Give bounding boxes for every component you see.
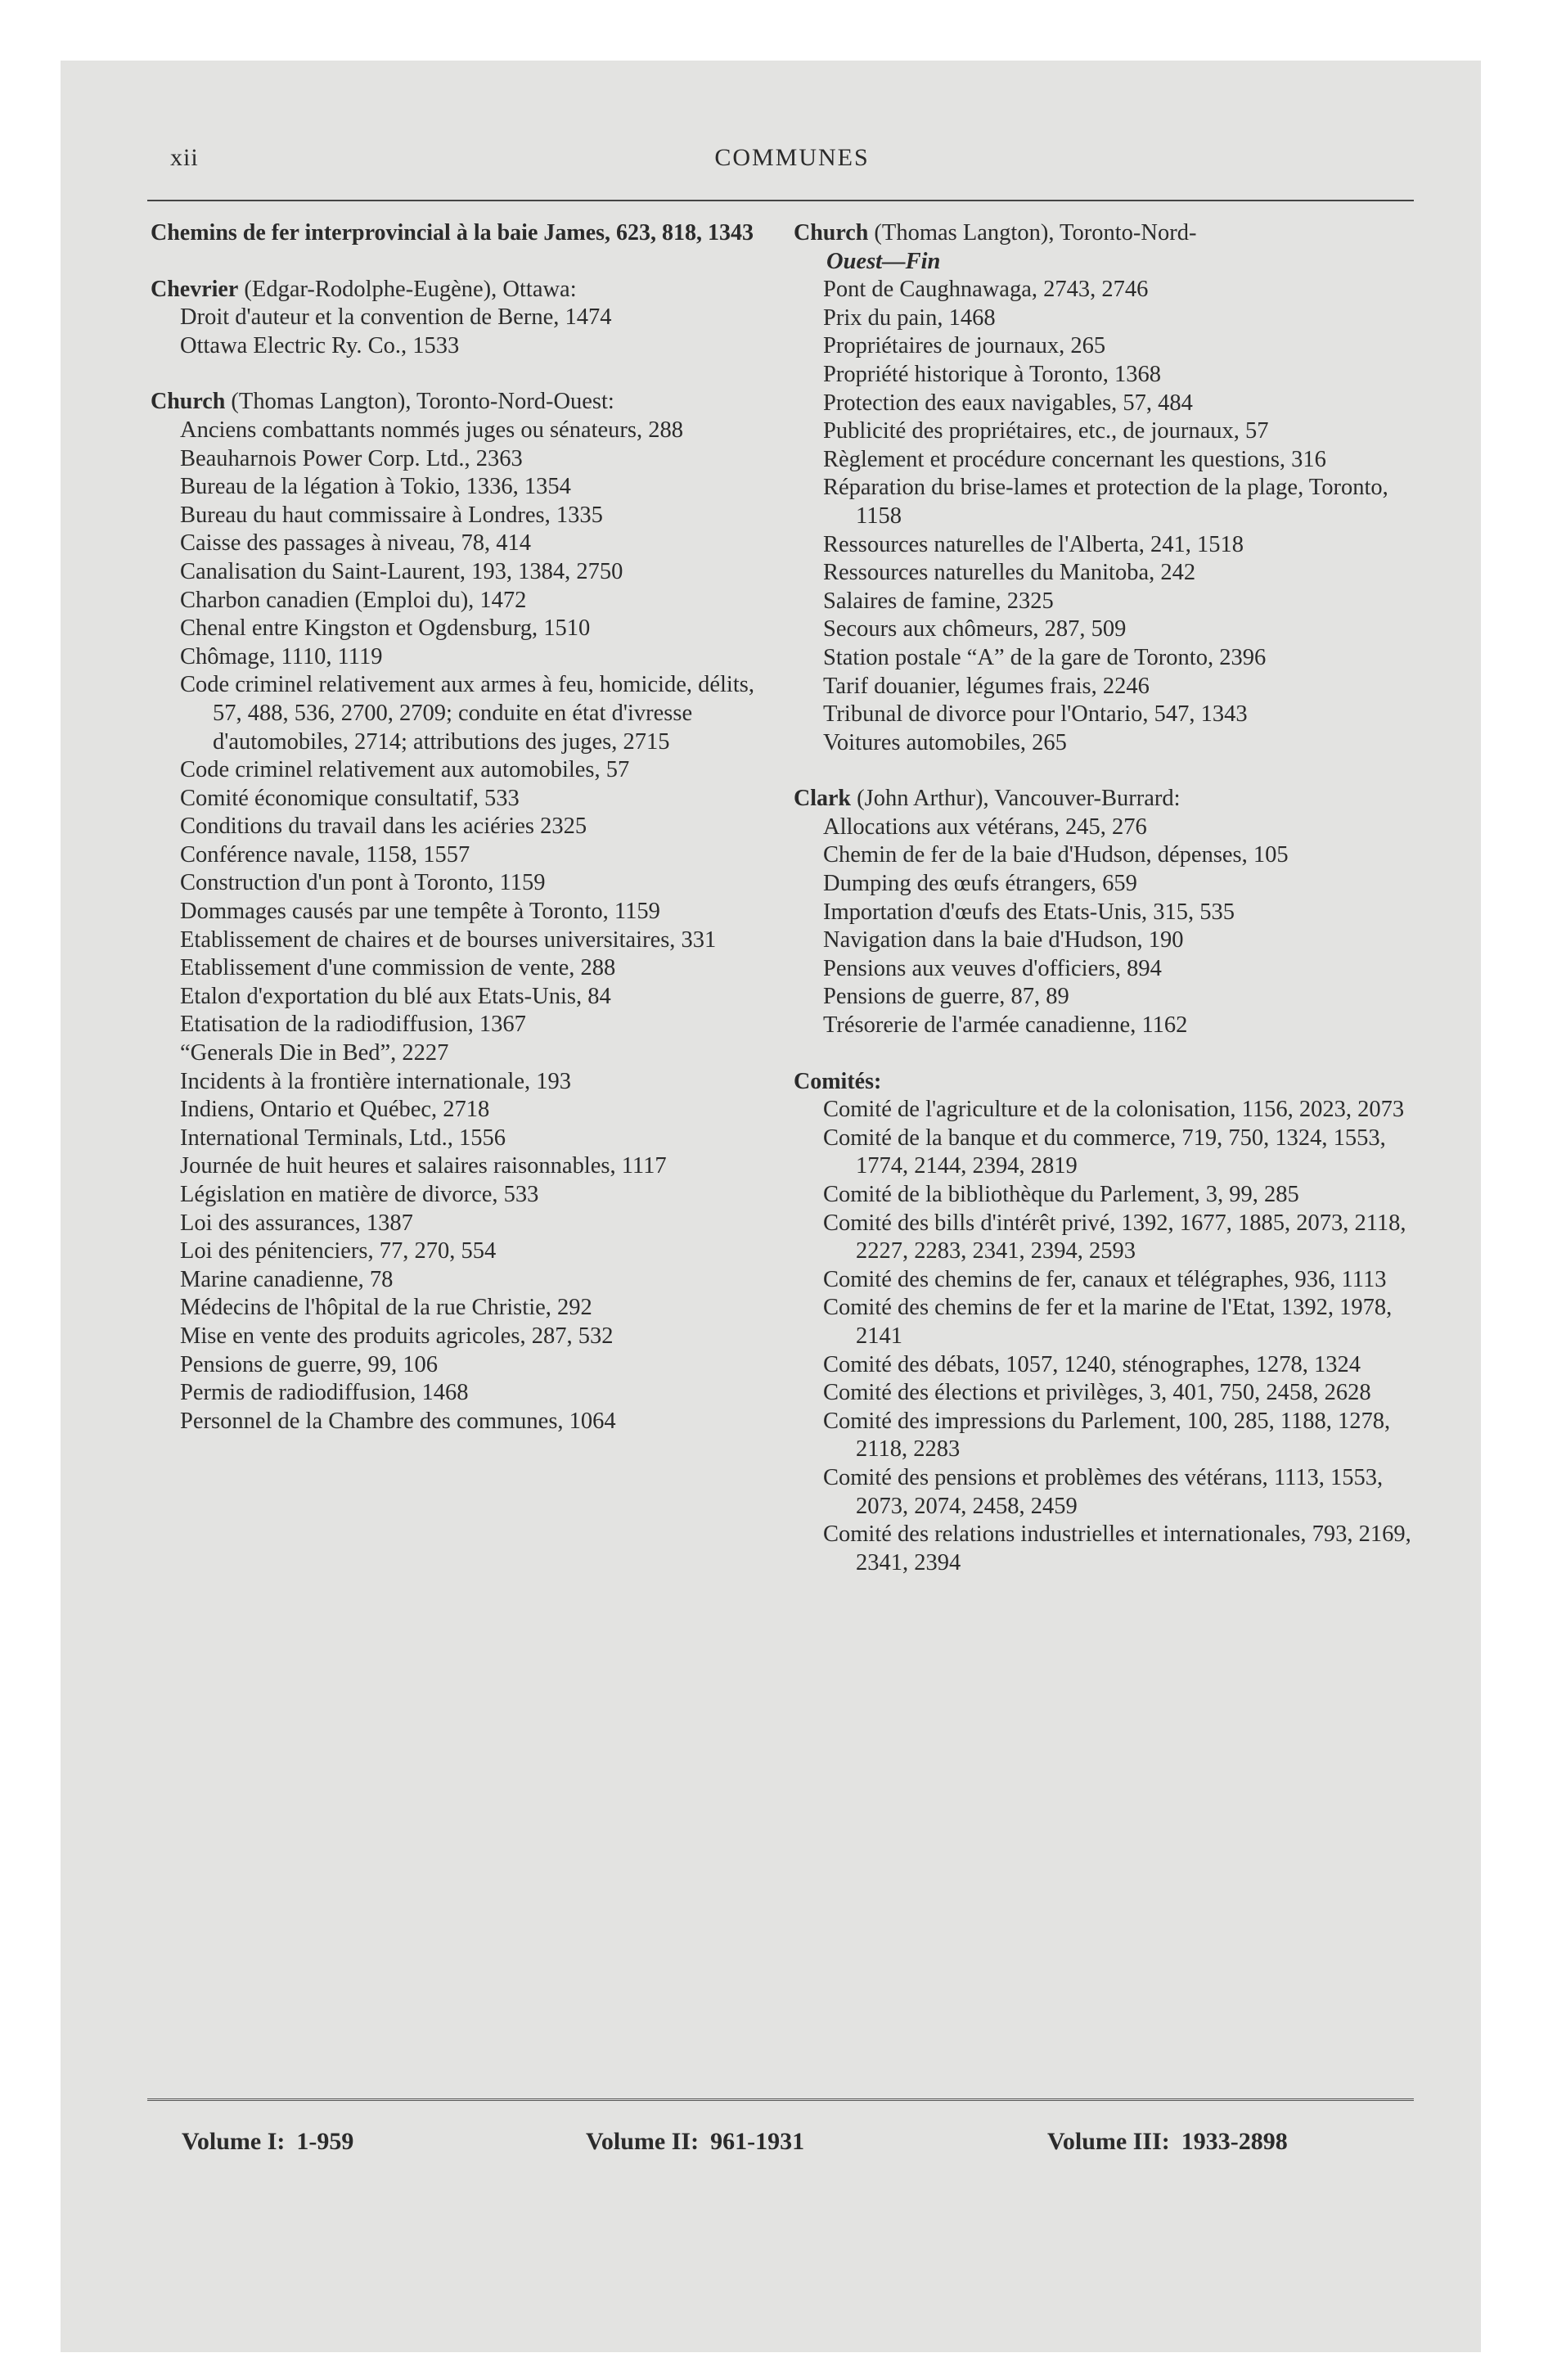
entry-suffix: (Thomas Langton), Toronto-Nord- xyxy=(868,220,1197,246)
entry-subitem: Comité des pensions et problèmes des vétérans, 1113, 1553, 2073, 2074, 2458, 2459 xyxy=(823,1464,1384,1519)
entry-subitem: Tarif douanier, légumes frais, 2246 xyxy=(823,673,1150,699)
entry-subitem: Comité des bills d'intérêt privé, 1392, 1677, 1885, 2073, 2118, 2227, 2283, 2341, 2394, 2593 xyxy=(823,1210,1406,1264)
header-rule xyxy=(147,200,1414,201)
entry-suffix: (John Arthur), Vancouver-Burrard: xyxy=(851,786,1181,812)
entry-subitem: Dumping des œufs étrangers, 659 xyxy=(823,871,1137,897)
entry-suffix: (Edgar-Rodolphe-Eugène), Ottawa: xyxy=(238,276,577,302)
entry-subitem: Réparation du brise-lames et protection de la plage, Toronto, 1158 xyxy=(823,475,1388,529)
entry-subitem: Etablissement de chaires et de bourses universitaires, 331 xyxy=(180,926,717,953)
index-entry xyxy=(794,219,1415,757)
entry-subitem: Pensions de guerre, 99, 106 xyxy=(180,1351,439,1377)
entry-subitem: Etablissement d'une commission de vente, 288 xyxy=(180,955,616,981)
entry-heading xyxy=(794,785,1415,814)
entry-subitem: Salaires de famine, 2325 xyxy=(823,588,1054,614)
left-column xyxy=(151,219,772,1463)
entry-subitem: Comité des élections et privilèges, 3, 401, 750, 2458, 2628 xyxy=(823,1380,1371,1406)
entry-subitem: Législation en matière de divorce, 533 xyxy=(180,1182,539,1207)
index-entry xyxy=(151,388,772,1436)
entry-subitem: Indiens, Ontario et Québec, 2718 xyxy=(180,1097,490,1123)
entry-subitem: Voitures automobiles, 265 xyxy=(823,729,1067,755)
entry-subitem: Comité des impressions du Parlement, 100, 285, 1188, 1278, 2118, 2283 xyxy=(823,1408,1391,1463)
entry-subitem: Charbon canadien (Emploi du), 1472 xyxy=(180,587,527,613)
entry-subitem: Comité de la banque et du commerce, 719, 750, 1324, 1553, 1774, 2144, 2394, 2819 xyxy=(823,1125,1386,1179)
entry-subitem: Comité des chemins de fer, canaux et télégraphes, 936, 1113 xyxy=(823,1266,1387,1292)
entry-subitem: Pensions aux veuves d'officiers, 894 xyxy=(823,955,1162,981)
entry-subitem: Bureau du haut commissaire à Londres, 1335 xyxy=(180,502,603,528)
entry-subitem: Ottawa Electric Ry. Co., 1533 xyxy=(180,332,460,358)
entry-subitem: Comité économique consultatif, 533 xyxy=(180,785,520,811)
entry-subitem: Droit d'auteur et la convention de Berne, 1474 xyxy=(180,304,612,331)
page-header xyxy=(170,144,1414,177)
entry-subitem: Chenal entre Kingston et Ogdensburg, 1510 xyxy=(180,615,591,642)
entry-subitem: Pont de Caughnawaga, 2743, 2746 xyxy=(823,277,1149,303)
entry-heading xyxy=(794,1068,1415,1097)
entry-subitem: Propriétaires de journaux, 265 xyxy=(823,333,1106,359)
entry-subitem: Personnel de la Chambre des communes, 1064 xyxy=(180,1408,616,1434)
entry-subitem: Comité de la bibliothèque du Parlement, 3, 99, 285 xyxy=(823,1182,1299,1207)
index-entry xyxy=(151,276,772,361)
entry-name: Chevrier xyxy=(151,276,239,302)
entry-heading xyxy=(151,276,772,304)
entry-name: Comités: xyxy=(794,1068,882,1094)
entry-subitem: Ressources naturelles du Manitoba, 242 xyxy=(823,560,1196,586)
index-entry xyxy=(151,219,772,248)
page-number: xii xyxy=(170,144,199,171)
entry-name: Clark xyxy=(794,786,851,812)
entry-subitem: Conférence navale, 1158, 1557 xyxy=(180,841,470,868)
entry-subitem: Journée de huit heures et salaires raisonnables, 1117 xyxy=(180,1153,667,1179)
entry-subitem: Code criminel relativement aux armes à feu, homicide, délits, 57, 488, 536, 2700, 2709; conduite en état d'ivresse d'automobiles, 2714; attributions des juges, 2715 xyxy=(180,672,754,755)
entry-subitem: Permis de radiodiffusion, 1468 xyxy=(180,1380,469,1406)
entry-subitem: Code criminel relativement aux automobiles, 57 xyxy=(180,757,630,783)
entry-subitem: Médecins de l'hôpital de la rue Christie, 292 xyxy=(180,1295,592,1321)
volume-range: Volume II: 961-1931 xyxy=(586,2128,805,2155)
entry-suffix: (Thomas Langton), Toronto-Nord-Ouest: xyxy=(225,389,614,415)
index-entry xyxy=(794,1068,1415,1578)
entry-subitem: Allocations aux vétérans, 245, 276 xyxy=(823,814,1147,840)
entry-subitem: Anciens combattants nommés juges ou sénateurs, 288 xyxy=(180,417,684,443)
entry-subitem: Incidents à la frontière internationale, 193 xyxy=(180,1068,571,1094)
entry-subitem: Publicité des propriétaires, etc., de journaux, 57 xyxy=(823,418,1269,444)
entry-subitem: Tribunal de divorce pour l'Ontario, 547, 1343 xyxy=(823,701,1248,728)
index-entry xyxy=(794,785,1415,1039)
entry-subitem: Ressources naturelles de l'Alberta, 241, 1518 xyxy=(823,531,1244,557)
entry-name: Church xyxy=(794,220,869,246)
entry-subitem: “Generals Die in Bed”, 2227 xyxy=(180,1040,449,1066)
entry-subitem: Loi des pénitenciers, 77, 270, 554 xyxy=(180,1238,497,1264)
entry-subitem: Trésorerie de l'armée canadienne, 1162 xyxy=(823,1012,1188,1039)
running-head: COMMUNES xyxy=(714,144,870,171)
entry-name: Church xyxy=(151,389,226,415)
entry-heading xyxy=(151,388,772,417)
entry-subitem: Mise en vente des produits agricoles, 287, 532 xyxy=(180,1323,614,1349)
volume-footer xyxy=(170,2128,1414,2164)
entry-subitem: Dommages causés par une tempête à Toronto, 1159 xyxy=(180,899,660,925)
entry-subitem: Caisse des passages à niveau, 78, 414 xyxy=(180,530,531,557)
entry-subitem: Comité des relations industrielles et internationales, 793, 2169, 2341, 2394 xyxy=(823,1521,1411,1575)
entry-heading xyxy=(151,219,772,248)
entry-subitem: Construction d'un pont à Toronto, 1159 xyxy=(180,870,546,896)
entry-subitem: Beauharnois Power Corp. Ltd., 2363 xyxy=(180,445,523,471)
entry-subitem: Importation d'œufs des Etats-Unis, 315, 535 xyxy=(823,899,1235,925)
entry-subitem: Comité des chemins de fer et la marine de l'Etat, 1392, 1978, 2141 xyxy=(823,1295,1393,1349)
entry-subitem: Marine canadienne, 78 xyxy=(180,1266,394,1292)
entry-subitem: Chômage, 1110, 1119 xyxy=(180,643,383,669)
entry-subitem: Chemin de fer de la baie d'Hudson, dépenses, 105 xyxy=(823,842,1289,868)
entry-subitem: International Terminals, Ltd., 1556 xyxy=(180,1125,506,1151)
entry-subitem: Conditions du travail dans les aciéries 2325 xyxy=(180,814,587,840)
entry-heading xyxy=(794,219,1415,276)
entry-subitem: Comité des débats, 1057, 1240, sténographes, 1278, 1324 xyxy=(823,1351,1361,1377)
entry-continuation: Ouest—Fin xyxy=(826,248,941,274)
entry-subitem: Loi des assurances, 1387 xyxy=(180,1210,413,1236)
entry-subitem: Station postale “A” de la gare de Toronto, 2396 xyxy=(823,644,1267,670)
entry-subitem: Etatisation de la radiodiffusion, 1367 xyxy=(180,1012,526,1038)
entry-subitem: Etalon d'exportation du blé aux Etats-Unis, 84 xyxy=(180,983,611,1009)
entry-subitem: Propriété historique à Toronto, 1368 xyxy=(823,361,1162,387)
entry-name: Chemins de fer interprovincial à la baie James, 623, 818, 1343 xyxy=(151,220,754,246)
entry-subitem: Secours aux chômeurs, 287, 509 xyxy=(823,616,1127,642)
entry-subitem: Prix du pain, 1468 xyxy=(823,304,996,331)
entry-subitem: Bureau de la légation à Tokio, 1336, 1354 xyxy=(180,474,571,500)
entry-subitem: Canalisation du Saint-Laurent, 193, 1384, 2750 xyxy=(180,558,623,584)
entry-subitem: Pensions de guerre, 87, 89 xyxy=(823,984,1069,1010)
entry-subitem: Navigation dans la baie d'Hudson, 190 xyxy=(823,927,1184,953)
right-column xyxy=(794,219,1415,1605)
entry-subitem: Règlement et procédure concernant les questions, 316 xyxy=(823,446,1326,472)
volume-range: Volume I: 1-959 xyxy=(182,2128,354,2155)
entry-subitem: Protection des eaux navigables, 57, 484 xyxy=(823,390,1193,416)
entry-subitem: Comité de l'agriculture et de la colonisation, 1156, 2023, 2073 xyxy=(823,1097,1405,1123)
footer-rule xyxy=(147,2098,1414,2103)
volume-range: Volume III: 1933-2898 xyxy=(1047,2128,1288,2155)
